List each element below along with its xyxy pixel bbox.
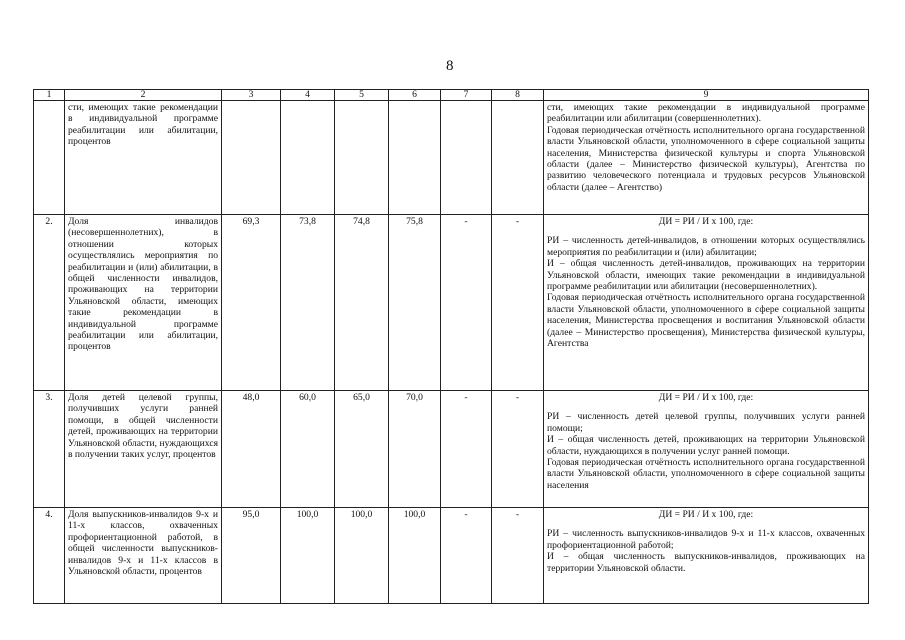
- header-cell: 5: [335, 90, 389, 101]
- formula: ДИ = РИ / И х 100, где:: [658, 392, 754, 403]
- header-cell: 8: [492, 90, 544, 101]
- header-cell: 7: [441, 90, 492, 101]
- header-cell: 2: [65, 90, 222, 101]
- table-row: [34, 508, 869, 604]
- row-number: [34, 101, 65, 215]
- value-cell: -: [492, 391, 544, 508]
- indicator-text: сти, имеющих такие рекомендации в индивидуальной программе реабилитации или абилитации, процентов: [65, 101, 222, 215]
- value-cell: [441, 101, 492, 215]
- methodology-paragraph: РИ – численность детей целевой группы, получивших услуги ранней помощи;: [547, 411, 865, 434]
- methodology-cell: [544, 508, 869, 604]
- value-cell: [281, 101, 335, 215]
- indicator-text: Доля выпускников-инвалидов 9-х и 11-х классов, охваченных профориентационной работой, в общей численности выпускников-инвалидов 9-х и 11-х классов в Ульяновской области, процентов: [65, 508, 222, 604]
- methodology-paragraph: Годовая периодическая отчётность исполнительного органа государственной власти Ульяновской области, уполномоченного в сфере социальной защиты населения, Министерства физической культуры и спорта Ульяновской области (далее – Министерство физической культуры), Агентства по развитию человеческого потенциала и трудовых ресурсов Ульяновской области (далее – Агентство): [547, 124, 865, 193]
- value-cell: [492, 101, 544, 215]
- indicator-text: Доля инвалидов (несовершеннолетних), в отношении которых осуществлялись мероприятия по реабилитации и (или) абилитации, в общей численности инвалидов, проживающих на территории Ульяновской области, имеющих такие рекомендации в индивидуальной программе реабилитации или абилитации, процентов: [65, 215, 222, 391]
- value-cell: -: [492, 215, 544, 391]
- methodology-paragraph: РИ – численность выпускников-инвалидов 9-х и 11-х классов, охваченных профориентационной работой;: [547, 528, 865, 551]
- table-row: [34, 215, 869, 391]
- value-cell: 74,8: [335, 215, 389, 391]
- methodology-paragraph: И – общая численность детей-инвалидов, проживающих на территории Ульяновской области, имеющих такие рекомендации в индивидуальной программе реабилитации или абилитации (несовершеннолетних).: [547, 258, 865, 293]
- value-cell: 70,0: [389, 391, 441, 508]
- value-cell: [389, 101, 441, 215]
- indicator-text: Доля детей целевой группы, получивших услуги ранней помощи, в общей численности детей, проживающих на территории Ульяновской области, нуждающихся в получении таких услуг, процентов: [65, 391, 222, 508]
- header-cell: 4: [281, 90, 335, 101]
- value-cell: -: [441, 215, 492, 391]
- value-cell: 48,0: [222, 391, 281, 508]
- methodology-paragraph: Годовая периодическая отчётность исполнительного органа государственной власти Ульяновской области, уполномоченного в сфере социальной защиты населения: [547, 457, 865, 491]
- value-cell: -: [441, 391, 492, 508]
- value-cell: [335, 101, 389, 215]
- value-cell: -: [492, 508, 544, 604]
- methodology-paragraph: И – общая численность детей, проживающих на территории Ульяновской области, нуждающихся в получении услуг ранней помощи.: [547, 434, 865, 457]
- header-cell: 6: [389, 90, 441, 101]
- value-cell: 73,8: [281, 215, 335, 391]
- header-cell: 9: [544, 90, 869, 101]
- value-cell: -: [441, 508, 492, 604]
- formula: ДИ = РИ / И х 100, где:: [658, 216, 754, 227]
- value-cell: [222, 101, 281, 215]
- value-cell: 100,0: [281, 508, 335, 604]
- indicators-table: [33, 89, 869, 604]
- methodology-paragraph: И – общая численность выпускников-инвалидов, проживающих на территории Ульяновской области.: [547, 551, 865, 574]
- header-cell: 3: [222, 90, 281, 101]
- value-cell: 95,0: [222, 508, 281, 604]
- value-cell: 60,0: [281, 391, 335, 508]
- methodology-paragraph: сти, имеющих такие рекомендации в индивидуальной программе реабилитации или абилитации (совершеннолетних).: [547, 102, 865, 125]
- table-row: [34, 391, 869, 508]
- methodology-cell: [544, 101, 869, 215]
- methodology-cell: [544, 215, 869, 391]
- methodology-paragraph: РИ – численность детей-инвалидов, в отношении которых осуществлялись мероприятия по реабилитации и (или) абилитации;: [547, 235, 865, 258]
- value-cell: 100,0: [335, 508, 389, 604]
- formula: ДИ = РИ / И х 100, где:: [658, 509, 754, 520]
- methodology-paragraph: Годовая периодическая отчётность исполнительного органа государственной власти Ульяновской области, уполномоченного в сфере социальной защиты населения, Министерства просвещения и воспитания Ульяновской области (далее – Министерство просвещения), Министерства физической культуры, Агентства: [547, 292, 865, 350]
- methodology-cell: [544, 391, 869, 508]
- row-number: 3.: [34, 391, 65, 508]
- row-number: 2.: [34, 215, 65, 391]
- table-header-row: [34, 90, 869, 101]
- value-cell: 69,3: [222, 215, 281, 391]
- value-cell: 65,0: [335, 391, 389, 508]
- header-cell: 1: [34, 90, 65, 101]
- page-number: 8: [446, 58, 454, 74]
- row-number: 4.: [34, 508, 65, 604]
- table-row: [34, 101, 869, 215]
- value-cell: 100,0: [389, 508, 441, 604]
- value-cell: 75,8: [389, 215, 441, 391]
